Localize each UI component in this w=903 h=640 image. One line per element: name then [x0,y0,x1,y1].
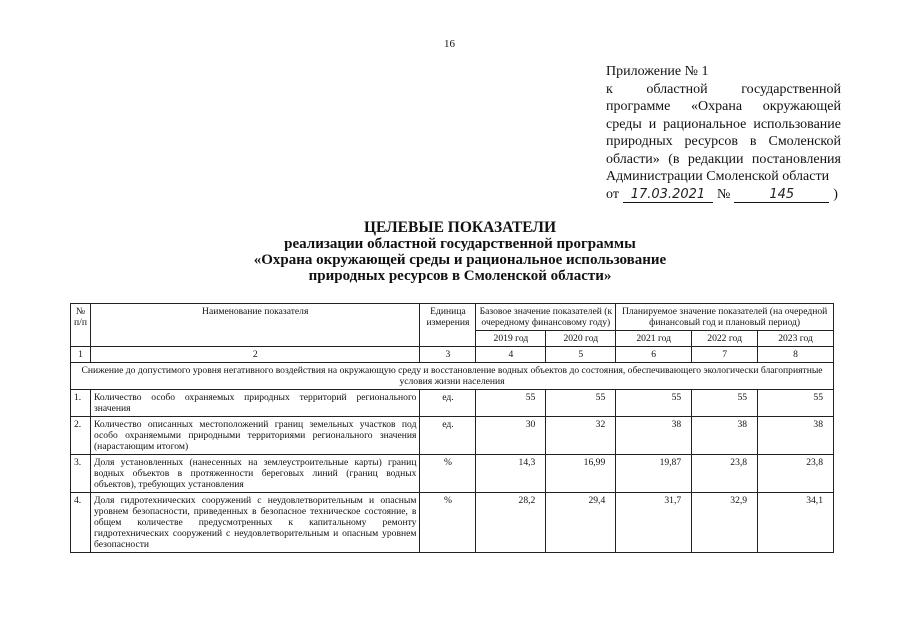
row-value-2019: 30 [476,417,546,455]
title-line-2: реализации областной государственной программы [284,236,636,252]
row-name: Количество особо охраняемых природных территорий регионального значения [90,390,419,417]
row-value-2019: 55 [476,390,546,417]
row-name: Доля установленных (нанесенных на землеустроительные карты) границ водных объектов в протяженности береговых линий (границ водных объектов), требующих установления [90,455,419,493]
row-value-2023: 38 [758,417,834,455]
row-value-2023: 34,1 [758,493,834,553]
row-num: 3. [71,455,91,493]
row-value-2021: 38 [616,417,692,455]
row-value-2020: 32 [546,417,616,455]
table-row [71,390,834,417]
column-number: 6 [616,347,692,363]
title-line-3: «Охрана окружающей среды и рациональное использование [253,252,667,268]
page-number: 16 [444,38,455,50]
section-heading: Снижение до допустимого уровня негативного воздействия на окружающую среду и восстановление водных объектов до состояния, обеспечивающего экологически благоприятные условия жизни населения [71,363,834,390]
column-number: 5 [546,347,616,363]
row-name: Доля гидротехнических сооружений с неудовлетворительным и опасным уровнем безопасности, приведенных в безопасное техническое состояние, в общем количестве предусмотренных к капитальному ремонту гидротехнических сооружений с неудовлетворительным и опасным уровнем безопасности [90,493,419,553]
appendix-signature-line [606,186,841,204]
header-num: № п/п [71,304,91,347]
close-paren: ) [833,186,838,202]
title-line-1: ЦЕЛЕВЫЕ ПОКАЗАТЕЛИ [363,219,557,236]
indicators-table [70,303,834,553]
row-value-2019: 14,3 [476,455,546,493]
header-year: 2020 год [546,331,616,347]
table-row [71,455,834,493]
column-number: 3 [420,347,476,363]
header-year: 2023 год [758,331,834,347]
row-num: 2. [71,417,91,455]
row-value-2022: 23,8 [692,455,758,493]
row-value-2020: 55 [546,390,616,417]
header-year: 2022 год [692,331,758,347]
column-number: 8 [758,347,834,363]
row-value-2023: 55 [758,390,834,417]
row-unit: ед. [420,390,476,417]
row-num: 1. [71,390,91,417]
sign-from-label: от [606,186,619,202]
row-value-2022: 55 [692,390,758,417]
column-number: 1 [71,347,91,363]
row-value-2022: 38 [692,417,758,455]
handwritten-date: 17.03.2021 [623,188,713,203]
number-sign: № [716,186,731,202]
handwritten-number: 145 [734,188,829,203]
header-year: 2019 год [476,331,546,347]
row-value-2022: 32,9 [692,493,758,553]
header-base: Базовое значение показателей (к очередному финансовому году) [476,304,616,331]
row-name: Количество описанных местоположений границ земельных участков под особо охраняемыми природными территориями регионального значения (нарастающим итогом) [90,417,419,455]
header-row-1 [71,304,834,331]
section-row [71,363,834,390]
row-value-2021: 55 [616,390,692,417]
column-number: 4 [476,347,546,363]
row-unit: ед. [420,417,476,455]
column-number: 2 [90,347,419,363]
row-unit: % [420,455,476,493]
row-value-2020: 16,99 [546,455,616,493]
column-numbers-row [71,347,834,363]
table-row [71,417,834,455]
column-number: 7 [692,347,758,363]
row-unit: % [420,493,476,553]
row-value-2019: 28,2 [476,493,546,553]
document-title [190,220,730,284]
header-unit: Единица измерения [420,304,476,347]
header-planned: Планируемое значение показателей (на очередной финансовый год и плановый период) [616,304,834,331]
row-value-2021: 31,7 [616,493,692,553]
row-value-2020: 29,4 [546,493,616,553]
appendix-body: к областной государственной программе «Охрана окружающей среды и рациональное использование природных ресурсов в Смоленской области» (в редакции постановления Администрации Смоленской области [606,81,841,184]
appendix-heading: Приложение № 1 [606,64,709,79]
row-value-2021: 19,87 [616,455,692,493]
appendix-block [606,63,841,203]
title-line-4: природных ресурсов в Смоленской области» [308,268,612,284]
table-row [71,493,834,553]
header-year: 2021 год [616,331,692,347]
header-name: Наименование показателя [90,304,419,347]
row-value-2023: 23,8 [758,455,834,493]
row-num: 4. [71,493,91,553]
